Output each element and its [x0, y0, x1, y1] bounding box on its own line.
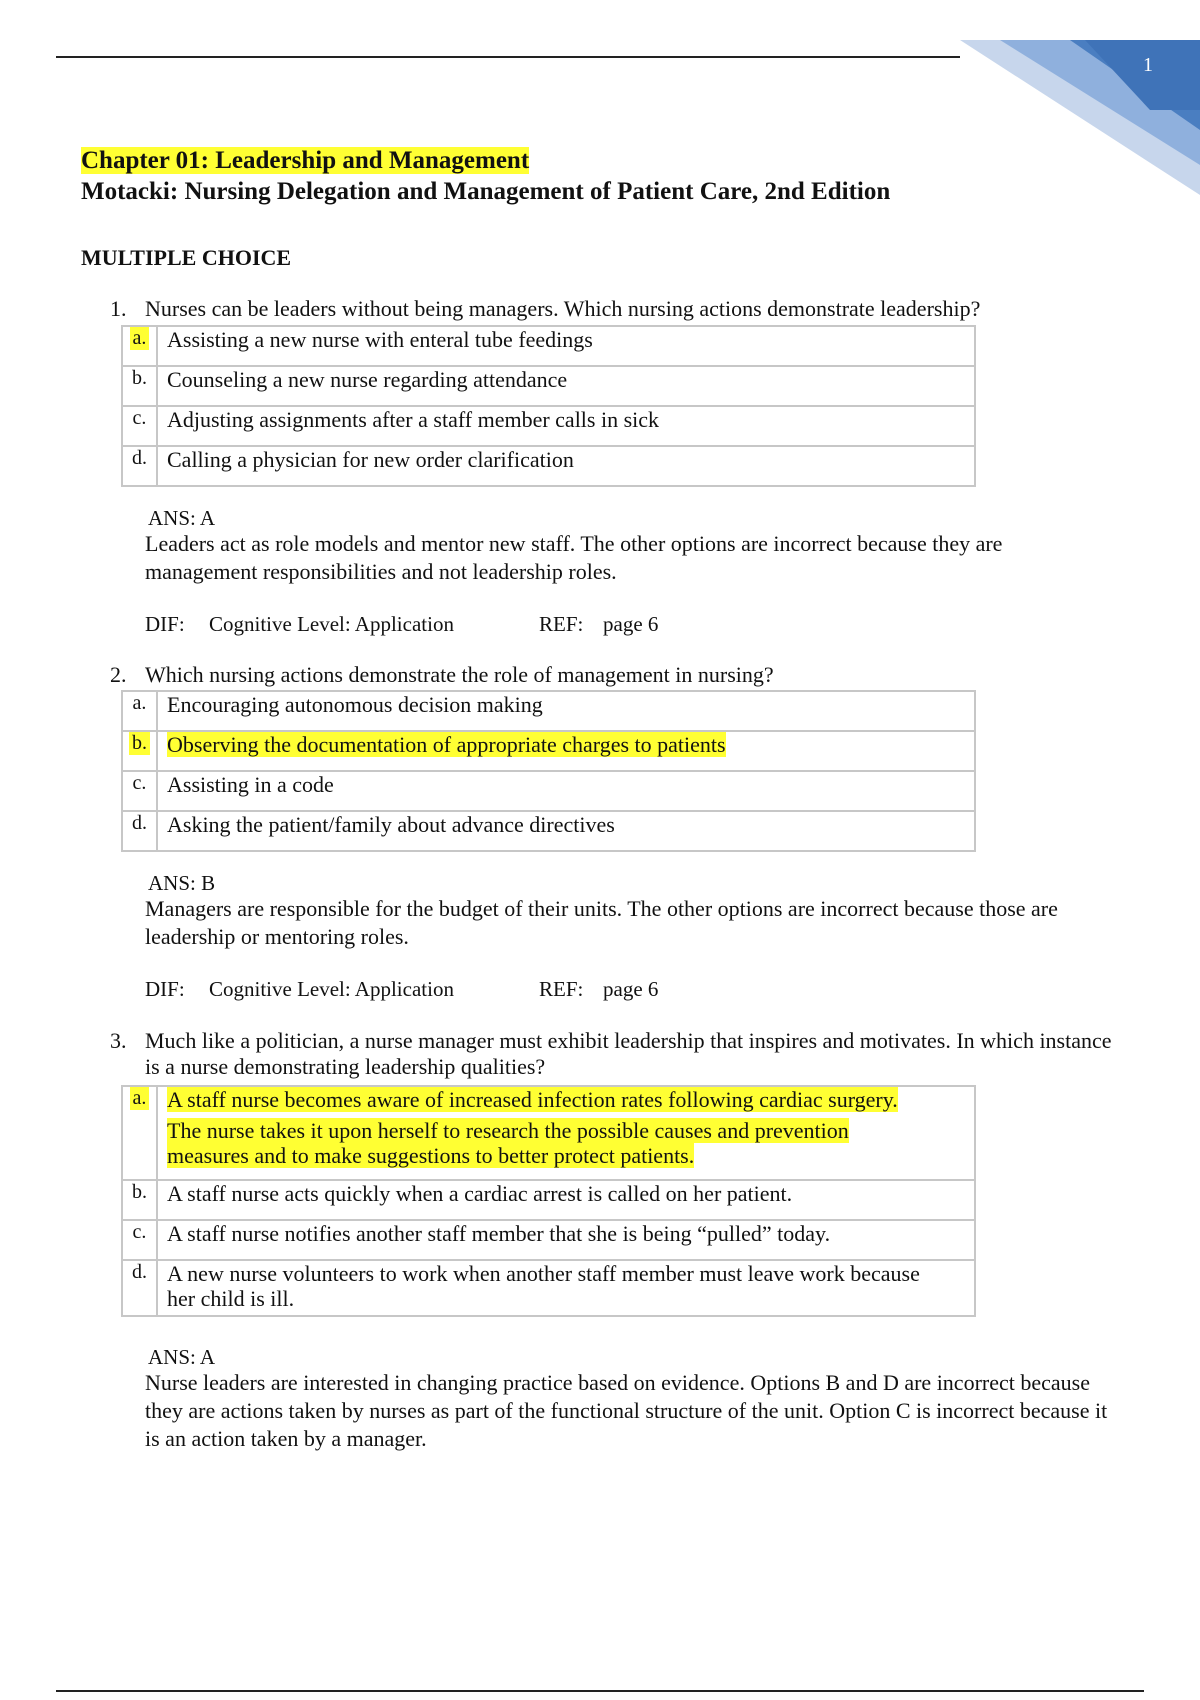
option-text: Assisting a new nurse with enteral tube feedings [157, 326, 975, 366]
options-table [121, 325, 976, 487]
option-row [122, 731, 975, 771]
question-number: 2. [110, 662, 127, 687]
rationale: Leaders act as role models and mentor new staff. The other options are incorrect because they are management responsibilities and not leadership roles. [145, 531, 1003, 584]
option-letter: c. [132, 1221, 147, 1243]
dif-value: Cognitive Level: Application [209, 612, 454, 636]
option-row [122, 691, 975, 731]
option-text: A new nurse volunteers to work when another staff member must leave work because her child is ill. [157, 1260, 975, 1316]
ref-value: page 6 [603, 977, 659, 1001]
metadata-row [145, 977, 658, 1001]
rationale: Managers are responsible for the budget of their units. The other options are incorrect because those are leadership or mentoring roles. [145, 896, 1058, 949]
question-number: 3. [110, 1028, 127, 1053]
option-row [122, 366, 975, 406]
option-text: Observing the documentation of appropriate charges to patients [157, 731, 975, 771]
options-table [121, 690, 976, 852]
option-text: A staff nurse notifies another staff member that she is being “pulled” today. [157, 1220, 975, 1260]
option-row [122, 1220, 975, 1260]
chapter-title: Chapter 01: Leadership and Management [81, 147, 530, 174]
option-row [122, 446, 975, 486]
option-text: Asking the patient/family about advance directives [157, 811, 975, 851]
question-stem: Nurses can be leaders without being managers. Which nursing actions demonstrate leadership? [145, 296, 981, 321]
option-letter: d. [132, 1261, 147, 1283]
question-number: 1. [110, 296, 127, 321]
option-text: Counseling a new nurse regarding attendance [157, 366, 975, 406]
option-letter: c. [132, 772, 147, 794]
option-text: Adjusting assignments after a staff member calls in sick [157, 406, 975, 446]
option-letter: b. [132, 367, 147, 389]
option-letter: a. [132, 692, 147, 714]
option-row [122, 326, 975, 366]
book-title: Motacki: Nursing Delegation and Management of Patient Care, 2nd Edition [81, 178, 891, 205]
option-row [122, 771, 975, 811]
option-text: A staff nurse acts quickly when a cardiac arrest is called on her patient. [157, 1180, 975, 1220]
ref-label: REF: [539, 612, 584, 636]
option-letter: a. [130, 1087, 150, 1110]
option-letter: a. [130, 327, 150, 350]
dif-label: DIF: [145, 612, 185, 636]
answer: ANS: A [148, 506, 216, 530]
question-stem: Which nursing actions demonstrate the role of management in nursing? [145, 662, 774, 687]
answer: ANS: A [148, 1345, 216, 1369]
question-stem: Much like a politician, a nurse manager must exhibit leadership that inspires and motivates. In which instance is a nurse demonstrating leadership qualities? [145, 1028, 1112, 1079]
option-row [122, 811, 975, 851]
page-number: 1 [1143, 54, 1153, 76]
option-text: Assisting in a code [157, 771, 975, 811]
options-table [121, 1085, 976, 1317]
option-row [122, 1260, 975, 1316]
option-letter: b. [129, 732, 150, 755]
option-row [122, 1086, 975, 1180]
option-text: Encouraging autonomous decision making [157, 691, 975, 731]
ref-label: REF: [539, 977, 584, 1001]
bottom-rule [56, 1690, 1144, 1692]
rationale: Nurse leaders are interested in changing practice based on evidence. Options B and D are incorrect because they are actions taken by nurses as part of the functional structure of the unit. Option C is incorrect because it is an action taken by a manager. [145, 1370, 1108, 1451]
option-letter: c. [132, 407, 147, 429]
section-heading: MULTIPLE CHOICE [81, 245, 292, 270]
option-text: Calling a physician for new order clarification [157, 446, 975, 486]
ref-value: page 6 [603, 612, 659, 636]
option-letter: b. [132, 1181, 147, 1203]
option-letter: d. [132, 447, 147, 469]
option-letter: d. [132, 812, 147, 834]
answer: ANS: B [148, 871, 216, 895]
dif-label: DIF: [145, 977, 185, 1001]
option-text: A staff nurse becomes aware of increased infection rates following cardiac surgery. The nurse takes it upon herself to research the possible causes and prevention measures and to make suggestions to better protect patients. [157, 1086, 975, 1180]
option-row [122, 1180, 975, 1220]
option-row [122, 406, 975, 446]
top-rule [56, 56, 960, 58]
dif-value: Cognitive Level: Application [209, 977, 454, 1001]
metadata-row [145, 612, 658, 636]
